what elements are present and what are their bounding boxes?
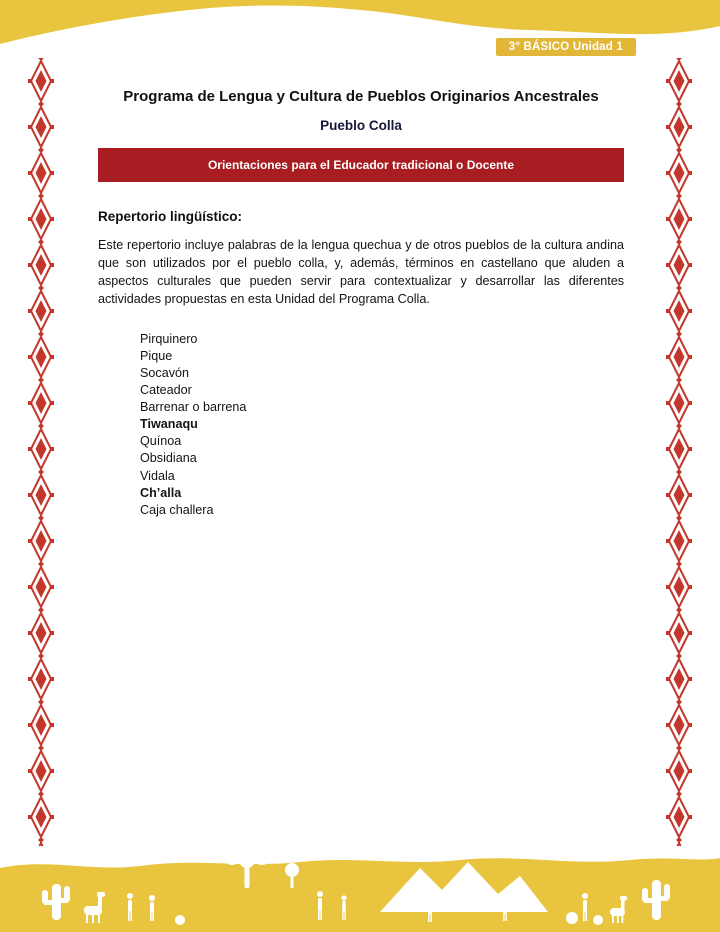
content-area [98, 88, 624, 519]
unit-badge: 3° BÁSICO Unidad 1 [496, 38, 636, 56]
word-item: Pique [140, 348, 173, 363]
word-list [140, 331, 624, 519]
word-item: Ch’alla [140, 485, 182, 500]
orientation-banner [98, 148, 624, 182]
word-item: Cateador [140, 382, 192, 397]
word-item: Barrenar o barrena [140, 400, 247, 414]
orientation-banner-label: Orientaciones para el Educador tradicional o Docente [207, 158, 515, 172]
word-item: Vidala [140, 468, 175, 483]
section-paragraph: Este repertorio incluye palabras de la lengua quechua y de otros pueblos de la cultura andina que son utilizados por el pueblo colla, y, además, términos en castellano que aluden a aspectos culturales que pueden servir para contextualizar y desarrollar las diferentes actividades propuestas en esta Unidad del Programa Colla. [98, 238, 624, 306]
page-title: Programa de Lengua y Cultura de Pueblos Originarios Ancestrales [123, 88, 599, 105]
page-subtitle: Pueblo Colla [320, 118, 402, 133]
word-item: Socavón [140, 365, 190, 380]
left-border-pattern [28, 58, 54, 846]
word-item: Caja challera [140, 502, 214, 517]
right-border-pattern [666, 58, 692, 846]
footer-illustration [0, 832, 720, 932]
word-item: Obsidiana [140, 451, 197, 466]
section-heading: Repertorio lingüístico: [98, 209, 243, 224]
word-item: Quínoa [140, 434, 182, 449]
word-item: Pirquinero [140, 331, 198, 346]
word-item: Tiwanaqu [140, 417, 198, 432]
